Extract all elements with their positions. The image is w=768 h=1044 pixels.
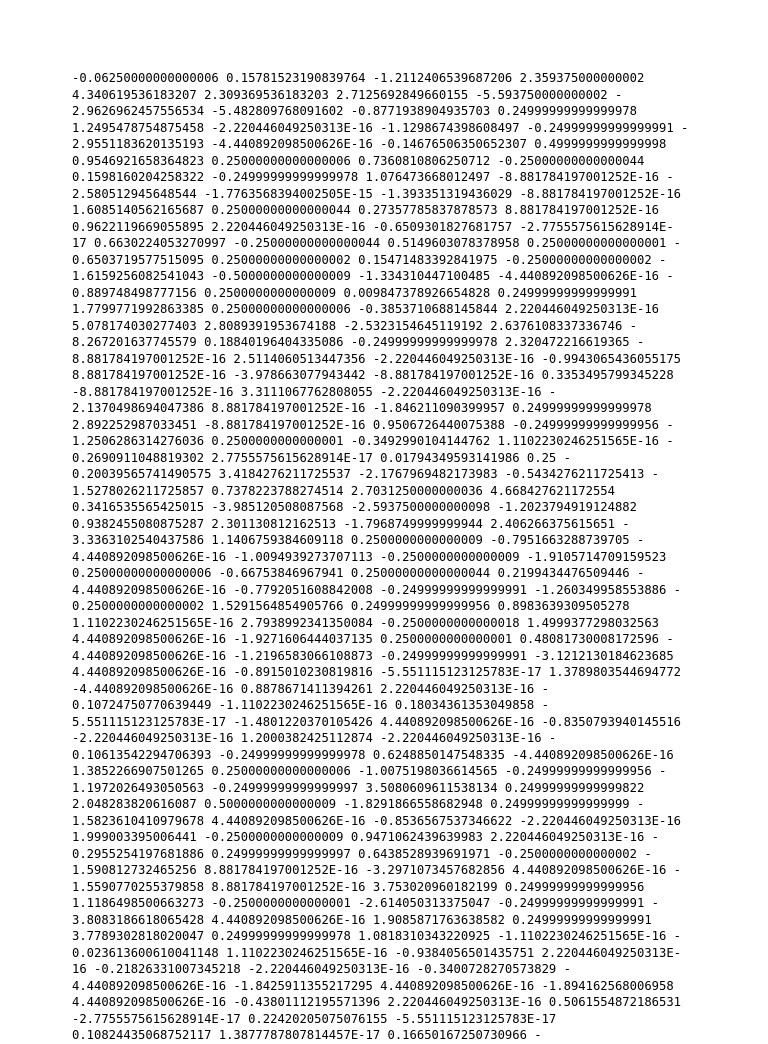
text-line: 1.5278026211725857 0.7378223788274514 2.7031250000000036 4.668427621172554 xyxy=(72,483,615,498)
text-line: 1.6159256082541043 -0.5000000000000009 -1.334310447100485 -4.440892098500626E-16 - xyxy=(72,269,674,283)
text-line: 4.440892098500626E-16 -1.2196583066108873 -0.24999999999999991 -3.1212130184623685 xyxy=(72,648,674,663)
text-line: 4.440892098500626E-16 -0.8915010230819816 -5.551115123125783E-17 1.3789803544694772 xyxy=(72,665,682,679)
text-line: -0.06250000000000006 0.15781523190839764 -1.2112406539687206 2.359375000000002 xyxy=(72,71,645,85)
text-line: 2.1370498694047386 8.881784197001252E-16 -1.846211090399957 0.24999999999999978 xyxy=(72,401,652,415)
text-line: 2.9551183620135193 -4.440892098500626E-16 -0.14676506350652307 0.4999999999999998 xyxy=(72,137,667,151)
text-line: -8.881784197001252E-16 3.3111067762808055 -2.220446049250313E-16 - xyxy=(72,384,557,399)
text-line: 0.9546921658364823 0.25000000000000006 0.7360810806250712 -0.25000000000000044 xyxy=(72,153,645,168)
text-line: 4.340619536183207 2.309369536183203 2.7125692849660155 -5.593750000000002 - xyxy=(72,87,623,102)
text-line: 1.2495478754875458 -2.220446049250313E-16 -1.1298674398608497 -0.24999999999999991 - xyxy=(72,120,689,135)
text-line: 2.9626962457556534 -5.482809768091602 -0.8771938904935703 0.24999999999999978 xyxy=(72,104,637,118)
text-line: 0.2500000000000002 1.5291564854905766 0.24999999999999956 0.8983639309505278 xyxy=(72,599,630,613)
text-line: 1.1186498500663273 -0.2500000000000001 -2.614050313375047 -0.24999999999999991 - xyxy=(72,896,659,910)
text-line: 3.3363102540437586 1.1406759384609118 0.2500000000000009 -0.7951663288739705 - xyxy=(72,533,645,547)
text-line: 16 -0.21826331007345218 -2.220446049250313E-16 -0.3400728270573829 - xyxy=(72,962,571,976)
text-line: -2.220446049250313E-16 1.2000382425112874 -2.220446049250313E-16 - xyxy=(72,731,557,745)
text-line: 0.6503719577515095 0.25000000000000002 0.15471483392841975 -0.25000000000000002 - xyxy=(72,252,667,267)
text-line: 5.078174030277403 2.8089391953674188 -2.5323154645119192 2.6376108337336746 - xyxy=(72,318,637,333)
text-line: 2.892252987033451 -8.881784197001252E-16 0.9506726440075388 -0.24999999999999956 - xyxy=(72,417,674,432)
text-line: 8.881784197001252E-16 2.5114060513447356 -2.220446049250313E-16 -0.9943065436055175 xyxy=(72,351,682,366)
text-line: 1.608514056216568​7 0.25000000000000044 0.27357785837878573 8.881784197001252E-16 xyxy=(72,203,659,217)
text-line: 0.023613600610041148 1.1102230246251565E-16 -0.9384056501435751 2.220446049250313E- xyxy=(72,945,682,960)
text-line: -4.440892098500626E-16 0.8878671411394261 2.220446049250313E-16 - xyxy=(72,681,549,696)
text-line: 0.10824435068752117 1.3877787807814457E-17 0.16650167250730966 - xyxy=(72,1028,542,1042)
text-line: 0.9382455080875287 2.301130812162513 -1.7968749999999944 2.406266375615651 - xyxy=(72,516,630,531)
text-line: 0.2690911048819302 2.7755575615628914E-17 0.01794349593141986 0.25 - xyxy=(72,450,571,465)
text-line: 1.7799771992863385 0.25000000000000006 -0.3853710688145844 2.220446049250313E-16 xyxy=(72,302,659,316)
text-line: 2.048283820616087 0.5000000000000009 -1.8291866558682948 0.24999999999999999 - xyxy=(72,797,645,811)
text-line: 4.440892098500626E-16 -0.7792051608842008 -0.24999999999999991 -1.260349958553886 - xyxy=(72,582,682,597)
text-line: 0.10613542294706393 -0.24999999999999978 0.6248850147548335 -4.440892098500626E-16 xyxy=(72,747,674,762)
text-line: 4.440892098500626E-16 -1.0094939273707113 -0.2500000000000009 -1.9105714709159523 xyxy=(72,549,667,564)
text-line: 4.440892098500626E-16 -1.8425911355217295 4.440892098500626E-16 -1.894162568006958 xyxy=(72,978,674,993)
text-line: 0.1598160204258322 -0.24999999999999978 1.076473668012497 -8.881784197001252E-16 - xyxy=(72,170,674,184)
text-line: 0.2955254197681886 0.24999999999999997 0.6438528939691971 -0.2500000000000002 - xyxy=(72,846,652,861)
text-line: 1.1102230246251565E-16 2.7938992341350084 -0.2500000000000018 1.4999377298032563 xyxy=(72,615,659,630)
text-line: 8.881784197001252E-16 -3.978663077943442 -8.881784197001252E-16 0.3353495799345228 xyxy=(72,368,674,382)
text-line: 0.889748498777156 0.2500000000000009 0.009847378926654828 0.24999999999999991 xyxy=(72,285,637,300)
text-line: 4.440892098500626E-16 -1.9271606444037135 0.2500000000000001 0.48081730008172596 - xyxy=(72,632,674,646)
numeric-text-block xyxy=(72,70,712,1044)
text-line: 3.7789302818020047 0.24999999999999978 1.0818310343220925 -1.1102230246251565E-16 - xyxy=(72,929,682,943)
text-line: 1.5590770255379858 8.881784197001252E-16 3.753020960182199 0.24999999999999956 xyxy=(72,879,645,894)
text-line: 1.3852266907501265 0.25000000000000006 -1.0075198036614565 -0.24999999999999956 - xyxy=(72,764,667,778)
text-line: 0.20039565741490575 3.4184276211725537 -2.1767969482173983 -0.5434276211725413 - xyxy=(72,467,659,481)
text-line: 8.267201637745579 0.18840196404335086 -0.24999999999999978 2.320472216619365 - xyxy=(72,335,645,349)
text-line: 1.2506286314276036 0.2500000000000001 -0.3492990104144762 1.1102230246251565E-16 - xyxy=(72,434,674,448)
text-line: 2.580512945648544 -1.7763568394002505E-15 -1.393351319436029 -8.881784197001252E-16 xyxy=(72,186,682,201)
text-line: 17 0.6630224053270997 -0.25000000000000044 0.5149603078378958 0.25000000000000001 - xyxy=(72,236,682,250)
text-line: 1.5823610410979678 4.440892098500626E-16 -0.8536567537346622 -2.220446049250313E-16 xyxy=(72,813,682,828)
text-line: 0.25000000000000006 -0.66753846967941 0.25000000000000044 0.2199434476509446 - xyxy=(72,566,645,580)
text-line: 0.3416535565425015 -3.985120508087568 -2.5937500000000098 -1.2023794919124882 xyxy=(72,500,637,514)
text-line: 5.551115123125783E-17 -1.4801220370105426 4.440892098500626E-16 -0.8350793940145516 xyxy=(72,714,682,729)
text-line: 0.9622119669055895 2.220446049250313E-16 -0.6509301827681757 -2.7755575615628914E- xyxy=(72,219,674,234)
text-line: 3.8083186618065428 4.440892098500626E-16 1.9085871763638582 0.24999999999999991 xyxy=(72,912,652,927)
text-line: 1.590812732465256 8.881784197001252E-16 -3.2971073457682856 4.440892098500626E-16 - xyxy=(72,863,682,877)
text-line: 0.10724750770639449 -1.1102230246251565E-16 0.18034361353049858 - xyxy=(72,698,549,712)
text-line: -2.7755575615628914E-17 0.22420205075076155 -5.551115123125783E-17 xyxy=(72,1011,557,1026)
text-line: 1.999003395006441 -0.2500000000000009 0.9471062439639983 2.220446049250313E-16 - xyxy=(72,830,659,844)
text-line: 4.440892098500626E-16 -0.43801112195571396 2.220446049250313E-16 0.5061554872186531 xyxy=(72,995,682,1009)
text-line: 1.1972026493050563 -0.24999999999999997 3.5080609611538134 0.24999999999999822 xyxy=(72,780,645,795)
